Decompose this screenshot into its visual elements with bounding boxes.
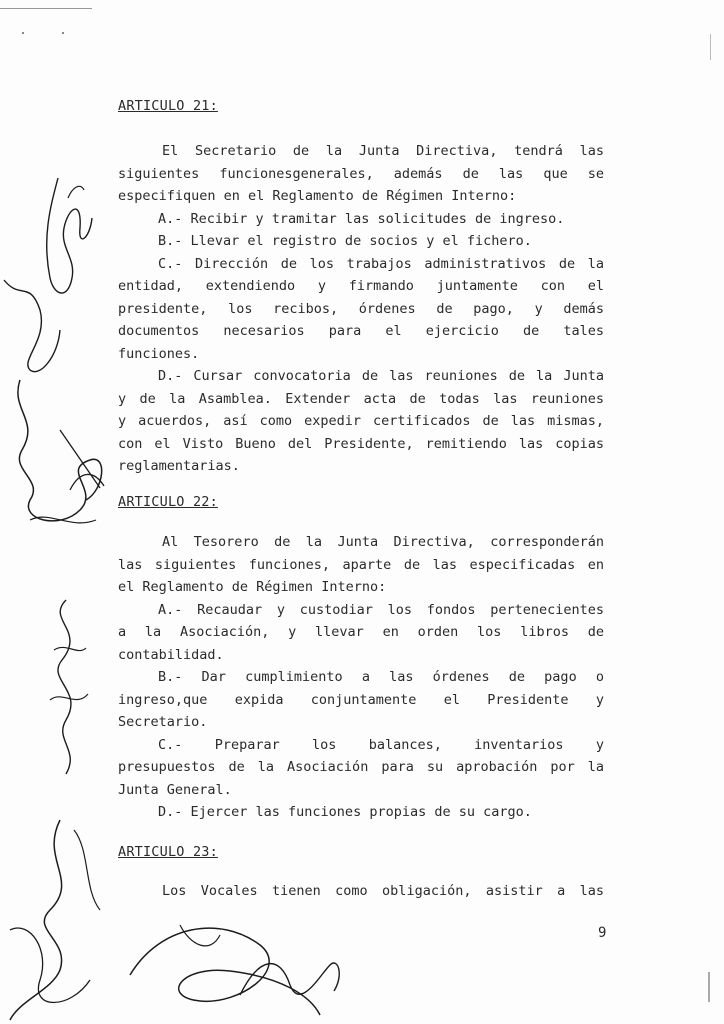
text-line: D.- Cursar convocatoria de las reuniones de la Junta: [158, 368, 604, 384]
text-line: ingreso,que expida conjuntamente el Presidente y: [118, 691, 604, 708]
scan-mark-right-bottom: [708, 972, 710, 1002]
text-line: A.- Recibir y tramitar las solicitudes de ingreso.: [158, 210, 565, 227]
text-line: Los Vocales tienen como obligación, asistir a las: [162, 883, 604, 899]
text-line: siguientes funcionesgenerales, además de las que se: [118, 165, 604, 182]
text-line: Junta General.: [118, 781, 232, 798]
text-line: documentos necesarios para el ejercicio de tales: [118, 323, 604, 339]
text-line: El Secretario de la Junta Directiva, tendrá las: [162, 143, 604, 159]
text-line: contabilidad.: [118, 646, 224, 663]
signature-2: [0, 260, 70, 380]
text-line: y de la Asamblea. Extender acta de todas las reuniones: [118, 390, 604, 407]
text-line: B.- Llevar el registro de socios y el fichero.: [158, 233, 532, 249]
text-line: presupuestos de la Asociación para su aprobación por la: [118, 759, 604, 775]
text-line: C.- Preparar los balances, inventarios y: [158, 736, 604, 753]
scan-mark-right-top: [710, 34, 711, 60]
page-number: 9: [598, 925, 607, 941]
article-21-heading: ARTICULO 21:: [118, 98, 218, 114]
article-21-body: [118, 140, 604, 478]
text-line: y acuerdos, así como expedir certificados de las mismas,: [118, 413, 604, 429]
text-line: Secretario.: [118, 714, 208, 730]
article-22-body: [118, 531, 604, 824]
text-line: D.- Ejercer las funciones propias de su cargo.: [158, 804, 532, 820]
text-line: funciones.: [118, 345, 200, 362]
text-line: especifiquen en el Reglamento de Régimen Interno:: [118, 188, 517, 204]
text-line: C.- Dirección de los trabajos administrativos de la: [158, 255, 604, 272]
text-line: A.- Recaudar y custodiar los fondos pertenecientes: [158, 601, 604, 618]
article-22-heading: ARTICULO 22:: [118, 494, 218, 510]
text-line: reglamentarias.: [118, 458, 240, 474]
text-line: B.- Dar cumplimiento a las órdenes de pago o: [158, 669, 604, 685]
text-line: las siguientes funciones, aparte de las especificadas en: [118, 556, 604, 573]
text-line: presidente, los recibos, órdenes de pago, y demás: [118, 300, 604, 317]
article-23-body: [118, 880, 604, 903]
signature-4: [36, 590, 98, 780]
text-line: entidad, extendiendo y firmando juntamente con el: [118, 278, 604, 294]
scan-dot-2: [62, 32, 64, 34]
text-line: con el Visto Bueno del Presidente, remitiendo las copias: [118, 435, 604, 452]
signature-5: [0, 800, 110, 1024]
text-line: Al Tesorero de la Junta Directiva, corresponderán: [162, 534, 604, 550]
text-line: el Reglamento de Régimen Interno:: [118, 579, 387, 595]
scan-mark-top: [0, 8, 92, 9]
signature-3: [0, 370, 115, 540]
article-23-heading: ARTICULO 23:: [118, 844, 218, 860]
signature-7: [230, 935, 350, 1015]
scan-dot-1: [22, 32, 24, 34]
text-line: a la Asociación, y llevar en orden los libros de: [118, 624, 604, 640]
